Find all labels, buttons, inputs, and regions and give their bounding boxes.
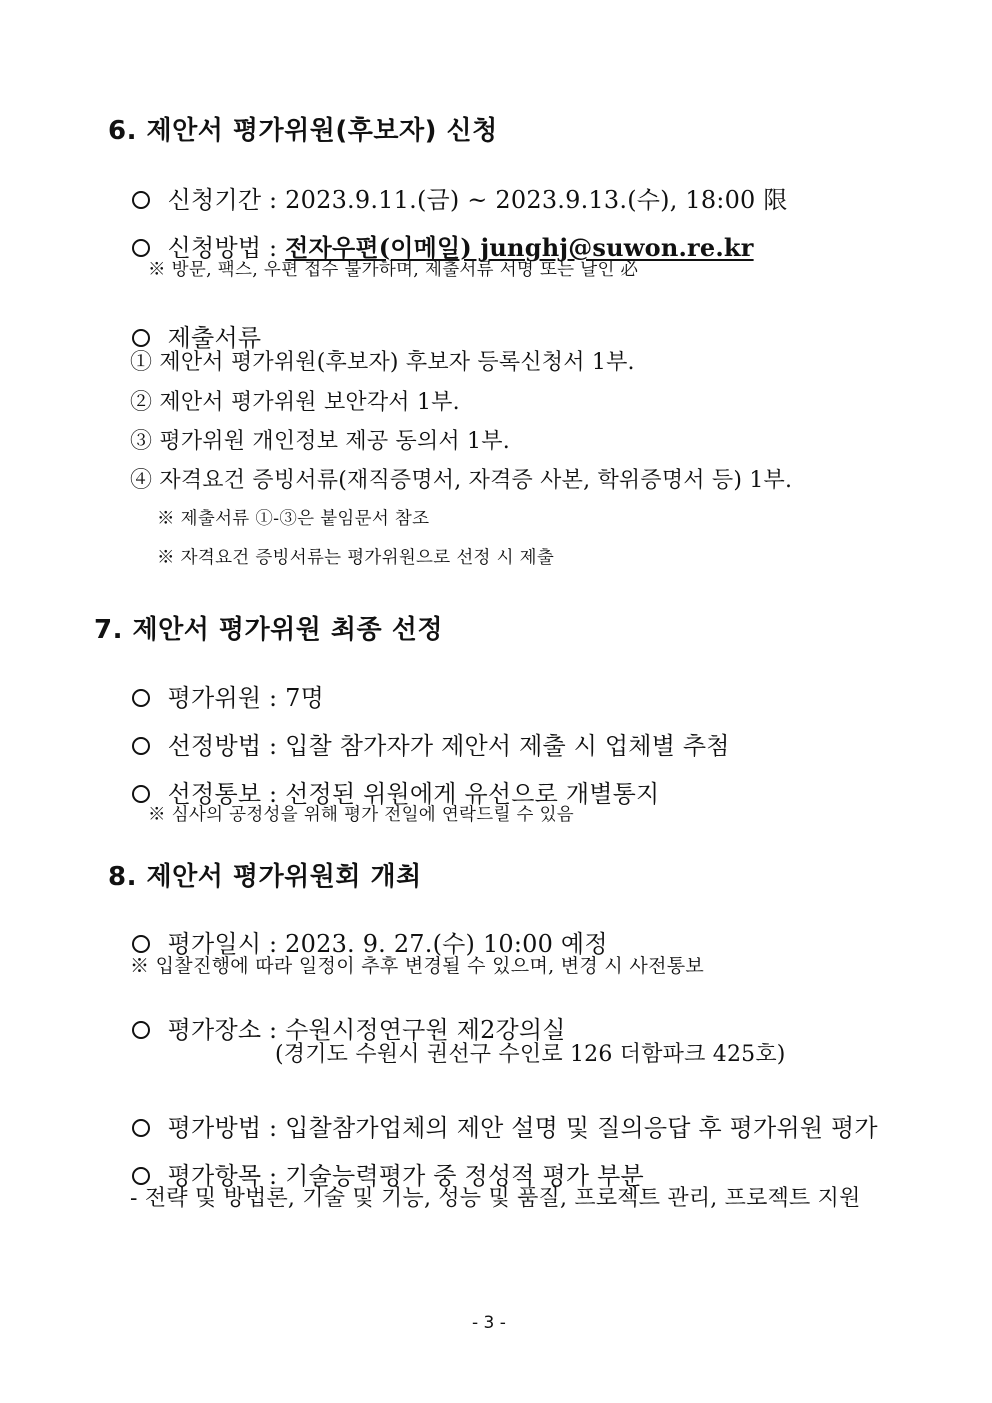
submission-docs-label: 제출서류 xyxy=(167,324,262,352)
submission-doc-item: ③ 평가위원 개인정보 제공 동의서 1부. xyxy=(130,429,510,454)
section-6-heading: 6. 제안서 평가위원(후보자) 신청 xyxy=(108,116,498,146)
evaluation-items-detail: - 전략 및 방법론, 기술 및 기능, 성능 및 품질, 프로젝트 관리, 프로젝트 지원 xyxy=(130,1186,861,1211)
application-method-note: ※ 방문, 팩스, 우편 접수 불가하며, 제출서류 서명 또는 날인 必 xyxy=(148,260,639,280)
selection-notice-value: 선정된 위원에게 유선으로 개별통지 xyxy=(285,780,660,808)
page-number: - 3 - xyxy=(472,1313,506,1333)
evaluation-date-value: 2023. 9. 27.(수) 10:00 예정 xyxy=(285,930,608,958)
evaluation-date-label: 평가일시 xyxy=(167,930,262,958)
circle-bullet-icon xyxy=(132,1167,150,1185)
application-method-label: 신청방법 xyxy=(167,234,262,262)
evaluation-place-address: (경기도 수원시 권선구 수인로 126 더함파크 425호) xyxy=(275,1042,786,1067)
selection-notice-row: 선정통보 : 선정된 위원에게 유선으로 개별통지 xyxy=(116,758,659,806)
application-period-label: 신청기간 xyxy=(167,186,262,214)
circle-bullet-icon xyxy=(132,689,150,707)
evaluation-method-row: 평가방법 : 입찰참가업체의 제안 설명 및 질의응답 후 평가위원 평가 xyxy=(116,1092,878,1140)
selection-method-label: 선정방법 xyxy=(167,732,262,760)
circle-bullet-icon xyxy=(132,785,150,803)
evaluation-place-value: 수원시정연구원 제2강의실 xyxy=(285,1016,566,1044)
selection-method-value: 입찰 참가자가 제안서 제출 시 업체별 추첨 xyxy=(285,732,730,760)
application-email-link[interactable]: 전자우편(이메일) junghj@suwon.re.kr xyxy=(285,233,754,262)
evaluation-date-row: 평가일시 : 2023. 9. 27.(수) 10:00 예정 xyxy=(116,908,608,956)
section-7-heading: 7. 제안서 평가위원 최종 선정 xyxy=(94,615,443,645)
evaluation-items-row: 평가항목 : 기술능력평가 중 정성적 평가 부분 xyxy=(116,1140,644,1188)
section-8-heading: 8. 제안서 평가위원회 개최 xyxy=(108,862,422,892)
application-period-row: 신청기간 : 2023.9.11.(금) ~ 2023.9.13.(수), 18:00 限 xyxy=(116,164,788,212)
submission-docs-note: ※ 제출서류 ①-③은 붙임문서 참조 xyxy=(157,509,430,529)
circle-bullet-icon xyxy=(132,935,150,953)
evaluators-count-row: 평가위원 : 7명 xyxy=(116,662,324,710)
evaluation-method-label: 평가방법 xyxy=(167,1114,262,1142)
evaluators-label: 평가위원 xyxy=(167,684,262,712)
circle-bullet-icon xyxy=(132,1119,150,1137)
circle-bullet-icon xyxy=(132,191,150,209)
evaluation-method-value: 입찰참가업체의 제안 설명 및 질의응답 후 평가위원 평가 xyxy=(285,1114,878,1142)
selection-notice-label: 선정통보 xyxy=(167,780,262,808)
submission-docs-note: ※ 자격요건 증빙서류는 평가위원으로 선정 시 제출 xyxy=(157,548,555,568)
application-period-value: 2023.9.11.(금) ~ 2023.9.13.(수), 18:00 限 xyxy=(285,186,788,214)
circle-bullet-icon xyxy=(132,737,150,755)
submission-doc-item: ① 제안서 평가위원(후보자) 후보자 등록신청서 1부. xyxy=(130,350,635,375)
evaluation-items-value: 기술능력평가 중 정성적 평가 부분 xyxy=(285,1162,644,1190)
submission-doc-item: ④ 자격요건 증빙서류(재직증명서, 자격증 사본, 학위증명서 등) 1부. xyxy=(130,468,793,493)
circle-bullet-icon xyxy=(132,1021,150,1039)
evaluation-place-label: 평가장소 xyxy=(167,1016,262,1044)
evaluation-place-row: 평가장소 : 수원시정연구원 제2강의실 xyxy=(116,994,566,1042)
submission-docs-row xyxy=(116,302,261,350)
evaluation-date-note: ※ 입찰진행에 따라 일정이 추후 변경될 수 있으며, 변경 시 사전통보 xyxy=(130,955,705,977)
application-method-row: 신청방법 : 전자우편(이메일) junghj@suwon.re.kr xyxy=(116,212,754,260)
circle-bullet-icon xyxy=(132,329,150,347)
selection-notice-note: ※ 심사의 공정성을 위해 평가 전일에 연락드릴 수 있음 xyxy=(148,805,575,825)
selection-method-row: 선정방법 : 입찰 참가자가 제안서 제출 시 업체별 추첨 xyxy=(116,710,730,758)
submission-doc-item: ② 제안서 평가위원 보안각서 1부. xyxy=(130,390,460,415)
circle-bullet-icon xyxy=(132,239,150,257)
evaluators-value: 7명 xyxy=(285,684,325,712)
evaluation-items-label: 평가항목 xyxy=(167,1162,262,1190)
